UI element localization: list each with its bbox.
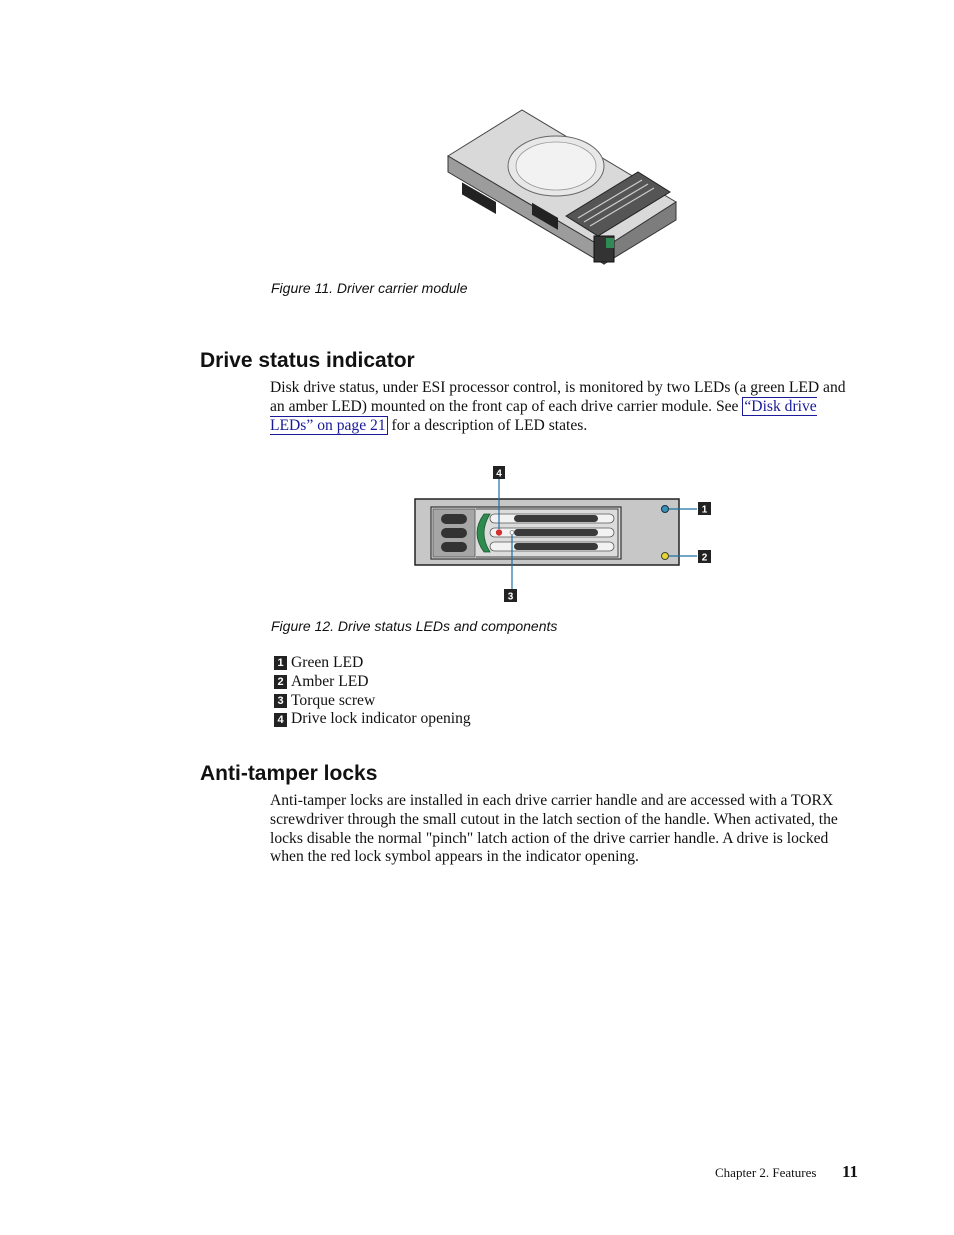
figure-12-legend bbox=[274, 654, 471, 729]
legend-number: 3 bbox=[274, 694, 287, 708]
legend-item bbox=[274, 692, 471, 711]
legend-number: 4 bbox=[274, 713, 287, 727]
drive-carrier-illustration bbox=[444, 108, 682, 268]
legend-item bbox=[274, 673, 471, 692]
legend-item bbox=[274, 710, 471, 729]
paragraph-text: Disk drive status, under ESI processor control, is monitored by two LEDs (a green LED and an amber LED) mounted on the front cap of each drive carrier module. See bbox=[270, 379, 846, 415]
section-title-anti-tamper: Anti-tamper locks bbox=[200, 762, 378, 785]
callout-4-label: 4 bbox=[496, 468, 502, 480]
legend-label: Amber LED bbox=[291, 672, 369, 690]
legend-label: Green LED bbox=[291, 654, 364, 671]
paragraph-text-end: for a description of LED states. bbox=[387, 416, 588, 434]
legend-item bbox=[274, 654, 471, 673]
callout-1-label: 1 bbox=[701, 504, 708, 516]
callout-2 bbox=[698, 550, 711, 564]
figure-12-caption: Figure 12. Drive status LEDs and components bbox=[271, 618, 558, 634]
figure-11-caption: Figure 11. Driver carrier module bbox=[271, 280, 468, 296]
anti-tamper-paragraph: Anti-tamper locks are installed in each drive carrier handle and are accessed with a TORX screwdriver through the small cutout in the latch section of the handle. When activated, the locks disable the normal "pinch" latch action of the drive carrier handle. A drive is locked when the red lock symbol appears in the indicator opening. bbox=[270, 792, 838, 866]
section-title-drive-status: Drive status indicator bbox=[200, 349, 415, 372]
disk-drive-leds-link[interactable]: “Disk drive LEDs” on page 21 bbox=[270, 397, 817, 434]
callout-4 bbox=[493, 466, 505, 480]
drive-status-paragraph bbox=[270, 379, 860, 435]
callout-2-label: 2 bbox=[701, 552, 708, 564]
callout-3-label: 3 bbox=[507, 591, 514, 603]
footer-chapter: Chapter 2. Features bbox=[715, 1165, 817, 1180]
drive-status-leds-diagram bbox=[412, 462, 718, 604]
page-number: 11 bbox=[842, 1162, 859, 1181]
legend-number: 2 bbox=[274, 675, 287, 689]
legend-label: Drive lock indicator opening bbox=[291, 710, 471, 728]
legend-number: 1 bbox=[274, 656, 287, 670]
callout-1 bbox=[698, 502, 711, 516]
legend-label: Torque screw bbox=[291, 691, 376, 709]
callout-3 bbox=[504, 589, 517, 603]
